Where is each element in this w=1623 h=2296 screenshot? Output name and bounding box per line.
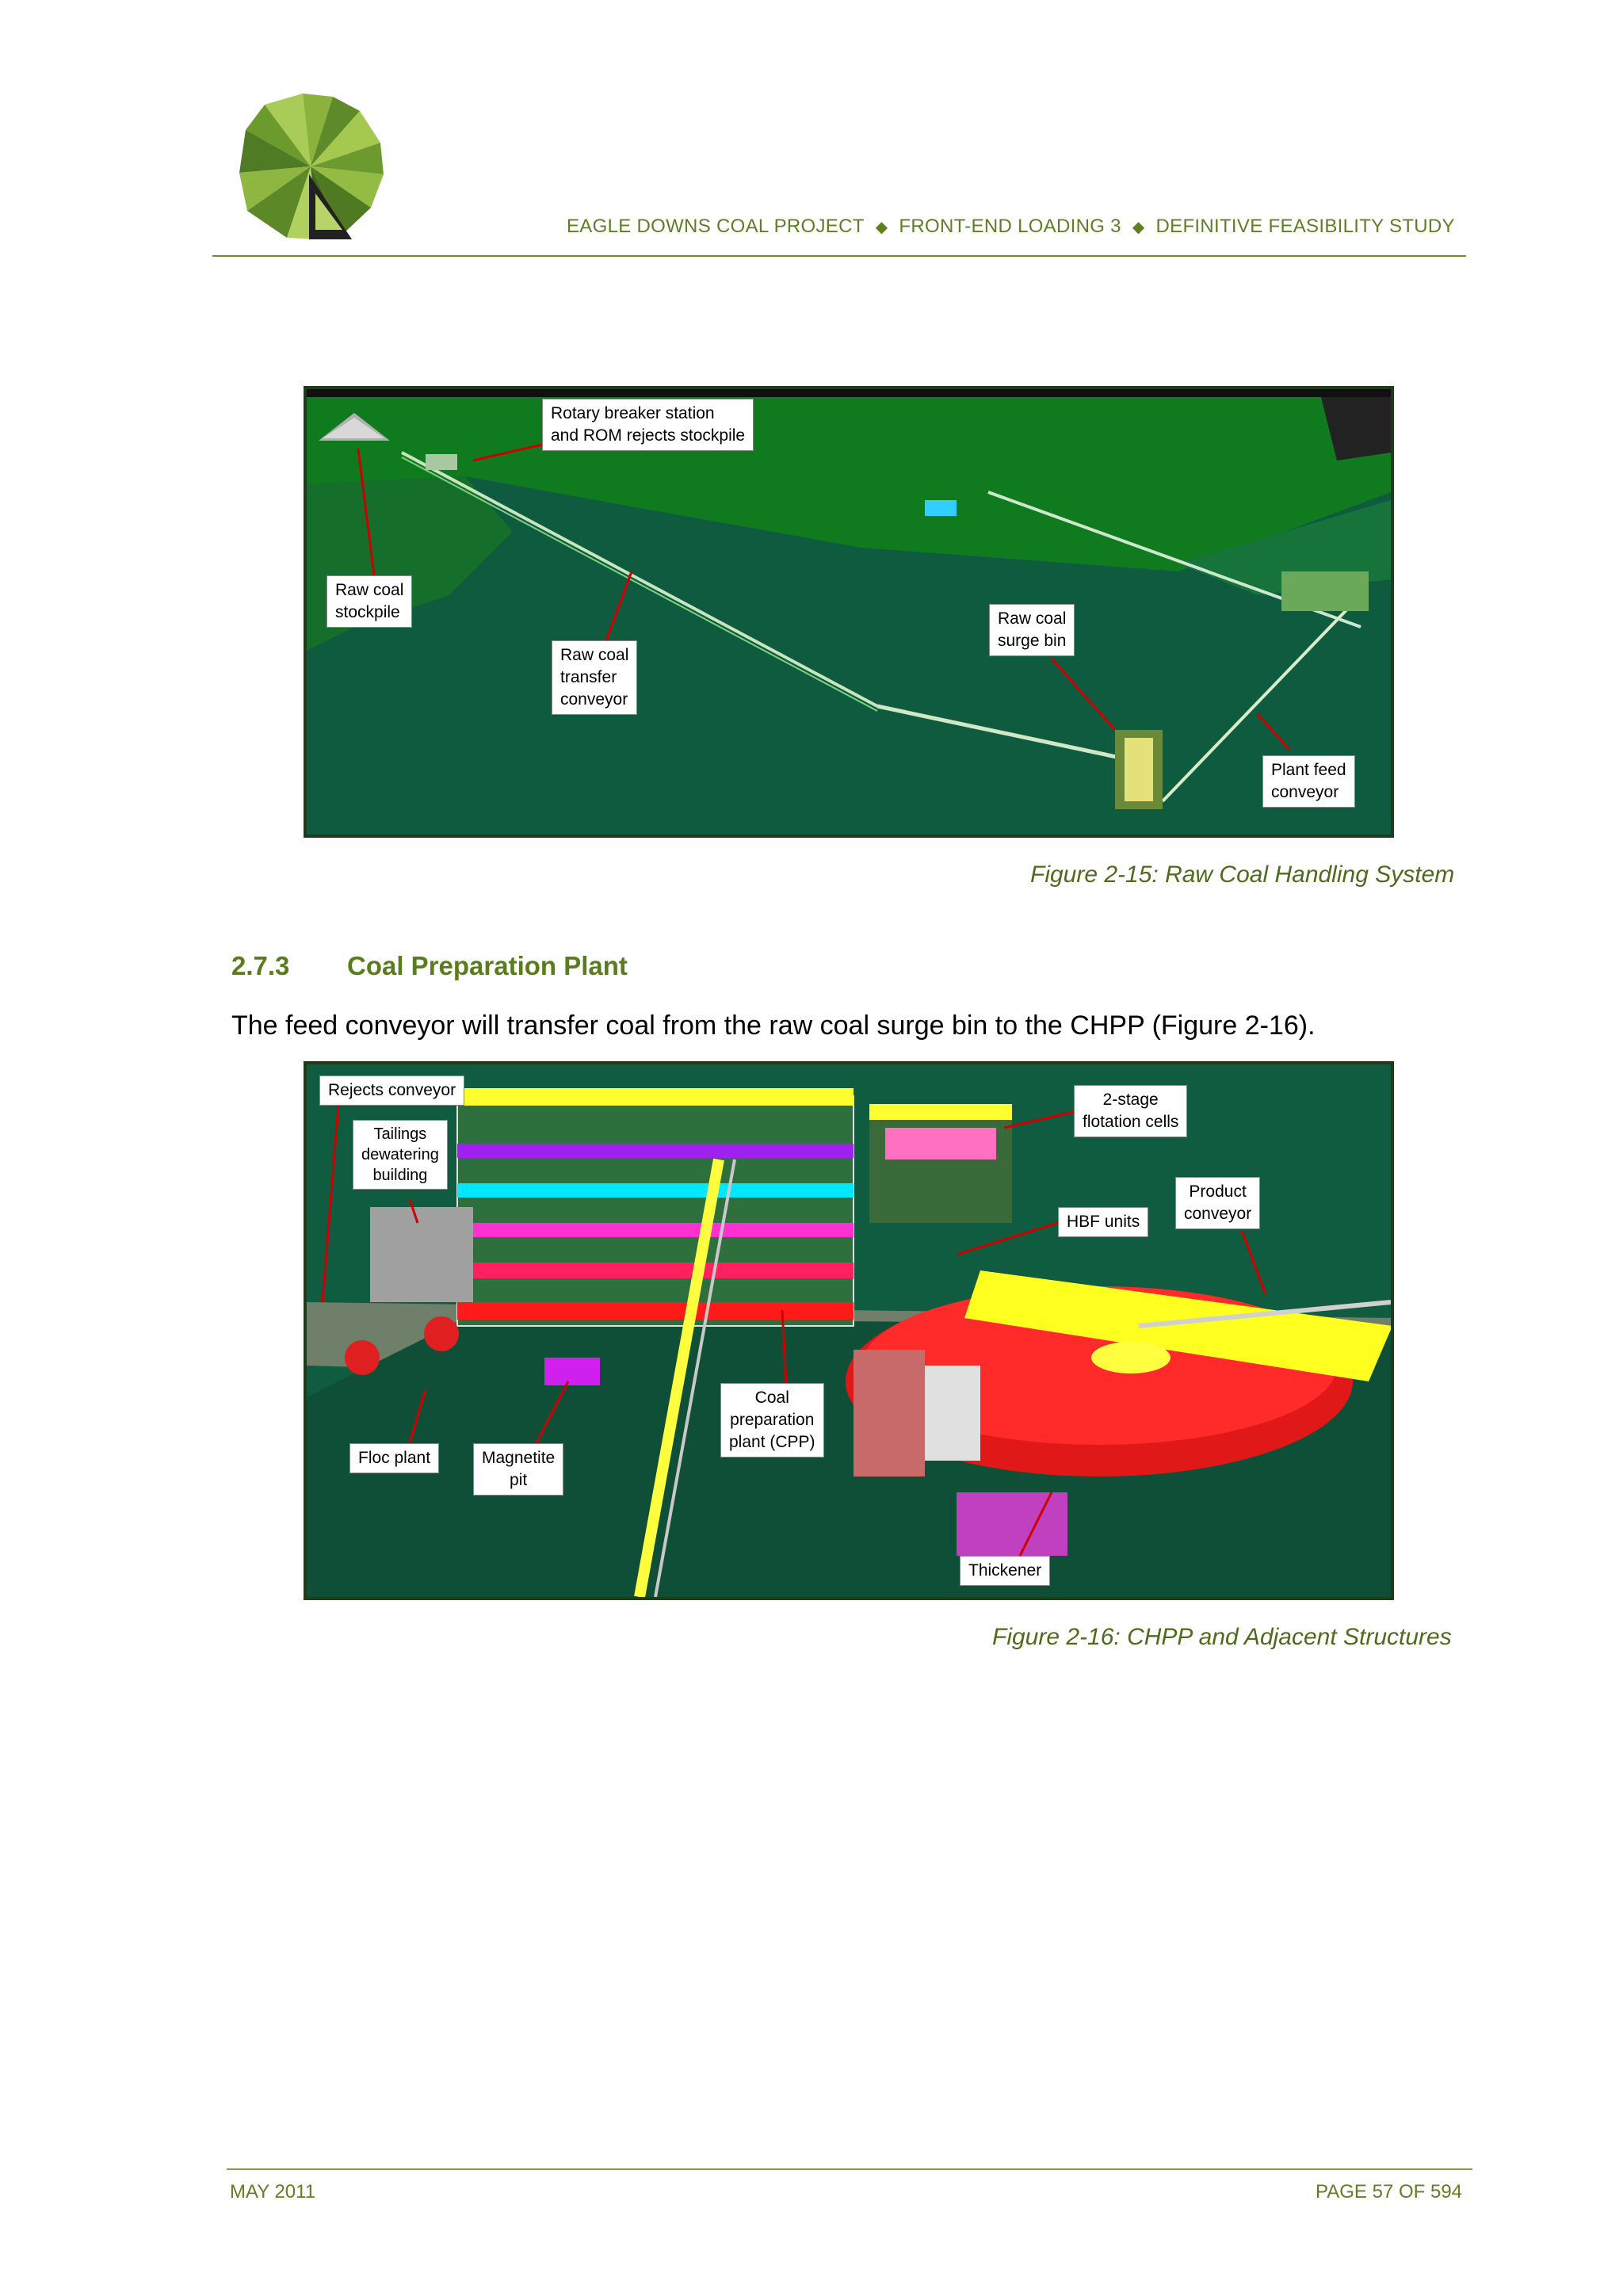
figure-raw-coal-handling-image <box>307 389 1391 835</box>
section-number: 2.7.3 <box>231 951 290 980</box>
company-logo <box>231 87 390 246</box>
running-header <box>567 216 1455 238</box>
header-separator-icon: ◆ <box>875 219 888 236</box>
figure1-caption: Figure 2-15: Raw Coal Handling System <box>1030 861 1455 888</box>
label-hbf-units: HBF units <box>1058 1207 1148 1237</box>
section-title: Coal Preparation Plant <box>347 951 628 980</box>
figure-chpp-image <box>307 1064 1391 1597</box>
label-product-conveyor: Product conveyor <box>1175 1177 1260 1229</box>
header-separator-icon: ◆ <box>1132 219 1145 236</box>
footer-page-number: PAGE 57 OF 594 <box>1316 2181 1463 2202</box>
header-phase: FRONT-END LOADING 3 <box>899 216 1121 237</box>
label-cpp: Coal preparation plant (CPP) <box>720 1383 824 1457</box>
footer-rule <box>227 2168 1472 2170</box>
label-magnetite-pit: Magnetite pit <box>473 1443 563 1496</box>
header-study: DEFINITIVE FEASIBILITY STUDY <box>1155 216 1455 237</box>
label-rotary-breaker: Rotary breaker station and ROM rejects stockpile <box>542 399 754 451</box>
label-raw-coal-transfer: Raw coal transfer conveyor <box>552 640 637 715</box>
header-rule <box>212 255 1466 257</box>
figure2-caption: Figure 2-16: CHPP and Adjacent Structures <box>992 1624 1452 1650</box>
label-rejects-conveyor: Rejects conveyor <box>319 1075 464 1106</box>
figure-raw-coal-handling <box>304 386 1394 838</box>
label-floc-plant: Floc plant <box>349 1443 439 1473</box>
body-paragraph: The feed conveyor will transfer coal from the raw coal surge bin to the CHPP (Figure 2-16). <box>231 1010 1316 1041</box>
label-tailings-building: Tailings dewatering building <box>353 1120 448 1190</box>
footer-date: MAY 2011 <box>230 2181 316 2202</box>
label-thickener: Thickener <box>960 1556 1050 1586</box>
label-raw-coal-surge-bin: Raw coal surge bin <box>989 604 1075 656</box>
header-project: EAGLE DOWNS COAL PROJECT <box>567 216 865 237</box>
label-flotation-cells: 2-stage flotation cells <box>1074 1085 1187 1137</box>
label-plant-feed-conveyor: Plant feed conveyor <box>1262 755 1355 808</box>
figure-chpp <box>304 1061 1394 1600</box>
label-raw-coal-stockpile: Raw coal stockpile <box>327 575 412 628</box>
